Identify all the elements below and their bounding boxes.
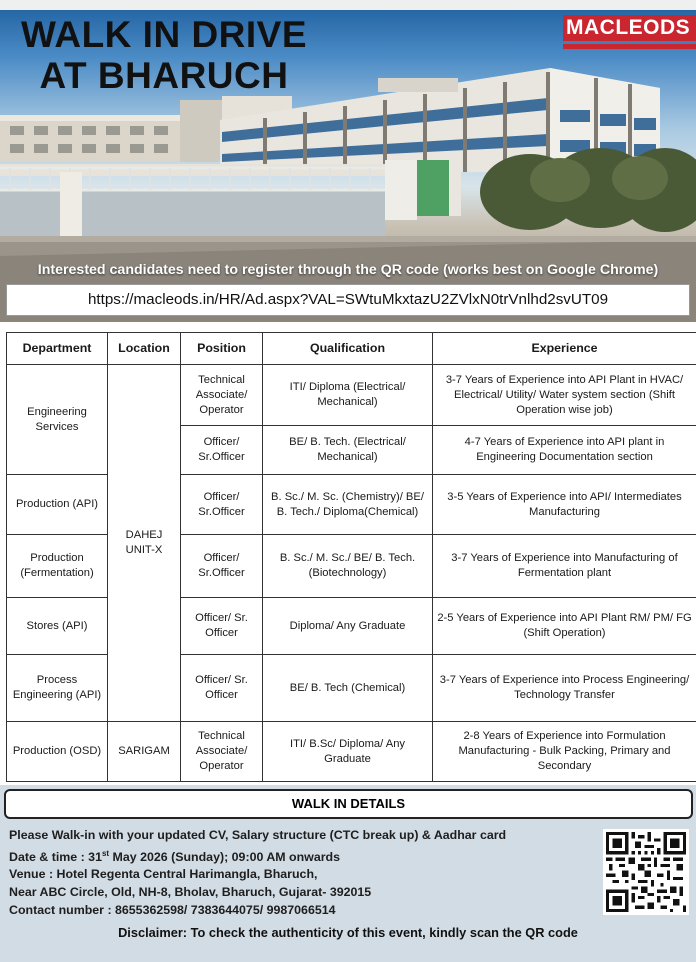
position-cell: Officer/ Sr.Officer <box>181 426 263 475</box>
registration-url[interactable]: https://macleods.in/HR/Ad.aspx?VAL=SWtuMkxtazU2ZVlxN0trVnlhd2svUT09 <box>6 284 690 316</box>
location-cell: DAHEJ UNIT-X <box>108 365 181 722</box>
walkin-section <box>0 785 696 962</box>
qualification-cell: B. Sc./ M. Sc. (Chemistry)/ BE/ B. Tech./ Diploma(Chemical) <box>263 475 433 535</box>
location-cell: SARIGAM <box>108 722 181 782</box>
factory-photo <box>0 60 696 322</box>
position-cell: Officer/ Sr. Officer <box>181 598 263 655</box>
header-experience: Experience <box>433 333 696 365</box>
qualification-cell: B. Sc./ M. Sc./ BE/ B. Tech. (Biotechnology) <box>263 535 433 598</box>
macleods-logo <box>563 15 696 55</box>
logo-underline <box>563 44 696 49</box>
date-suffix: st <box>101 848 110 858</box>
hero-banner <box>0 0 696 322</box>
contact-line: Contact number : 8655362598/ 7383644075/ 9987066514 <box>9 902 336 917</box>
experience-cell: 3-7 Years of Experience into Manufacturing of Fermentation plant <box>433 535 696 598</box>
dept-cell: Stores (API) <box>7 598 108 655</box>
header-position: Position <box>181 333 263 365</box>
header-department: Department <box>7 333 108 365</box>
dept-cell: Production (OSD) <box>7 722 108 782</box>
top-strip <box>0 0 696 10</box>
experience-cell: 2-8 Years of Experience into Formulation Manufacturing - Bulk Packing, Primary and Secondary <box>433 722 696 782</box>
jobs-table <box>6 332 696 782</box>
date-prefix: Date & time : 31 <box>9 849 102 864</box>
documents-line: Please Walk-in with your updated CV, Salary structure (CTC break up) & Aadhar card <box>9 828 507 842</box>
qualification-cell: BE/ B. Tech (Chemical) <box>263 655 433 722</box>
position-cell: Technical Associate/ Operator <box>181 365 263 426</box>
dept-cell: Production (Fermentation) <box>7 535 108 598</box>
qualification-cell: ITI/ Diploma (Electrical/ Mechanical) <box>263 365 433 426</box>
experience-cell: 3-7 Years of Experience into Process Engineering/ Technology Transfer <box>433 655 696 722</box>
table-row <box>7 365 696 426</box>
disclaimer: Disclaimer: To check the authenticity of this event, kindly scan the QR code <box>118 925 578 940</box>
qualification-cell: Diploma/ Any Graduate <box>263 598 433 655</box>
position-cell: Officer/ Sr.Officer <box>181 535 263 598</box>
header-location: Location <box>108 333 181 365</box>
position-cell: Technical Associate/ Operator <box>181 722 263 782</box>
venue-line-1: Venue : Hotel Regenta Central Harimangla, Bharuch, <box>9 867 318 882</box>
date-rest: May 2026 (Sunday); 09:00 AM onwards <box>109 849 340 864</box>
qualification-cell: ITI/ B.Sc/ Diploma/ Any Graduate <box>263 722 433 782</box>
position-cell: Officer/ Sr.Officer <box>181 475 263 535</box>
venue-line-2: Near ABC Circle, Old, NH-8, Bholav, Bharuch, Gujarat- 392015 <box>9 884 372 899</box>
dept-cell: Process Engineering (API) <box>7 655 108 722</box>
header-qualification: Qualification <box>263 333 433 365</box>
dept-cell: Engineering Services <box>7 365 108 475</box>
logo-text: MACLEODS <box>563 15 696 41</box>
dept-cell: Production (API) <box>7 475 108 535</box>
date-line <box>9 845 506 867</box>
page-title <box>14 14 314 96</box>
table-row <box>7 722 696 782</box>
experience-cell: 2-5 Years of Experience into API Plant RM/ PM/ FG (Shift Operation) <box>433 598 696 655</box>
title-line-2: AT BHARUCH <box>39 55 289 96</box>
qr-code-icon[interactable] <box>603 829 689 915</box>
title-line-1: WALK IN DRIVE <box>20 14 308 55</box>
position-cell: Officer/ Sr. Officer <box>181 655 263 722</box>
walkin-details <box>9 827 506 919</box>
experience-cell: 3-5 Years of Experience into API/ Intermediates Manufacturing <box>433 475 696 535</box>
jobs-section <box>0 322 696 785</box>
table-header-row <box>7 333 696 365</box>
walkin-heading: WALK IN DETAILS <box>4 789 693 819</box>
registration-caption: Interested candidates need to register through the QR code (works best on Google Chrome) <box>37 262 659 278</box>
experience-cell: 3-7 Years of Experience into API Plant in HVAC/ Electrical/ Utility/ Water system section (Shift Operation wise job) <box>433 365 696 426</box>
qualification-cell: BE/ B. Tech. (Electrical/ Mechanical) <box>263 426 433 475</box>
experience-cell: 4-7 Years of Experience into API plant in Engineering Documentation section <box>433 426 696 475</box>
